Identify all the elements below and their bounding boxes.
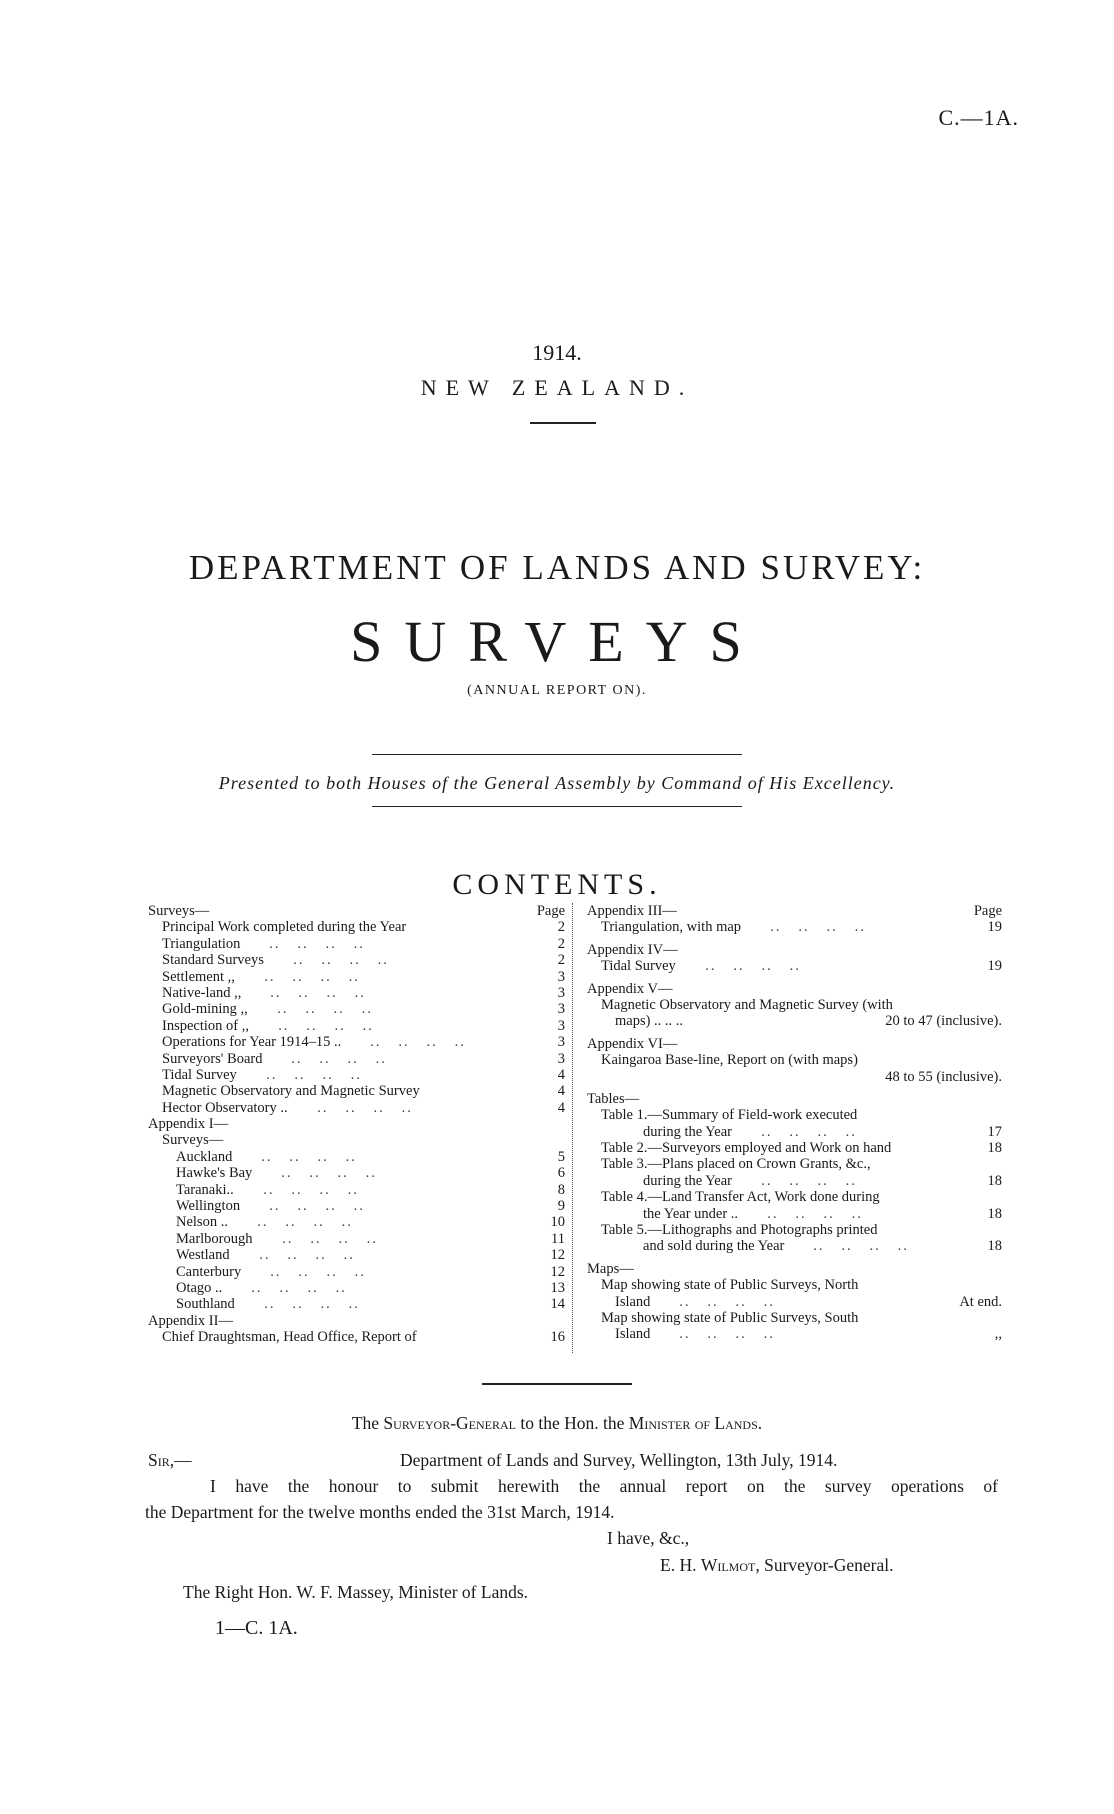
- contents-entry-label: Taranaki..: [176, 1181, 234, 1198]
- contents-leader-dots: .. .. .. ..: [756, 1205, 863, 1222]
- contents-entry-page: 12: [550, 1247, 565, 1264]
- contents-entry: [587, 1140, 1002, 1156]
- contents-entry-label: Island: [615, 1293, 651, 1310]
- contents-entry-page: 18: [987, 1140, 1002, 1157]
- signature-title: , Surveyor-General.: [755, 1555, 894, 1575]
- contents-entry-page: 4: [557, 1083, 565, 1100]
- contents-entry: [148, 1083, 565, 1099]
- contents-entry-page: 13: [550, 1279, 565, 1296]
- letter-signature: [660, 1555, 893, 1576]
- department-title: DEPARTMENT OF LANDS AND SURVEY:: [188, 548, 926, 587]
- contents-entry: [148, 1214, 565, 1230]
- contents-entry: [587, 1310, 1002, 1326]
- contents-entry: [587, 1326, 1002, 1342]
- contents-entry-page: 12: [550, 1263, 565, 1280]
- contents-leader-dots: .. .. .. ..: [252, 1181, 359, 1198]
- letter-recipient: Minister of Lands: [628, 1413, 758, 1433]
- contents-entry-label: Magnetic Observatory and Magnetic Survey (with: [601, 996, 893, 1013]
- contents-entry-label: Triangulation, with map: [601, 919, 742, 936]
- contents-entry-label: Table 3.—Plans placed on Crown Grants, &c.,: [601, 1156, 871, 1173]
- contents-entry: [148, 1051, 565, 1067]
- contents-entry-page: 18: [987, 1238, 1002, 1255]
- contents-leader-dots: .. .. .. ..: [258, 1198, 365, 1215]
- document-reference: C.—1A.: [938, 105, 1019, 130]
- contents-entry-label: Otago ..: [176, 1279, 223, 1296]
- contents-entry: [587, 1013, 1002, 1029]
- contents-leader-dots: .. .. .. ..: [359, 1034, 466, 1051]
- contents-entry-label: during the Year: [643, 1172, 733, 1189]
- contents-entry-page: 18: [987, 1172, 1002, 1189]
- contents-leader-dots: .. .. .. ..: [759, 919, 866, 936]
- contents-entry: [587, 1238, 1002, 1254]
- contents-entry-page: 9: [557, 1198, 565, 1215]
- contents-entry-label: Standard Surveys: [162, 952, 264, 969]
- contents-leader-dots: .. .. .. ..: [255, 1066, 362, 1083]
- letter-closing: I have, &c.,: [607, 1528, 690, 1548]
- contents-entry: [587, 1107, 1002, 1123]
- contents-leader-dots: .. .. .. ..: [240, 1279, 347, 1296]
- contents-entry-page: 2: [557, 935, 565, 952]
- contents-leader-dots: .. .. .. ..: [248, 1247, 355, 1264]
- contents-leader-dots: .. .. .. ..: [668, 1326, 775, 1343]
- contents-entry: [587, 981, 1002, 997]
- contents-entry-label: Surveys—: [148, 903, 210, 919]
- contents-entry-page: 5: [557, 1148, 565, 1165]
- contents-entry-label: during the Year: [643, 1123, 733, 1140]
- contents-entry-label: Hector Observatory ..: [162, 1099, 288, 1116]
- contents-entry-label: and sold during the Year: [643, 1238, 785, 1255]
- letter-sender: Surveyor-General: [383, 1413, 516, 1433]
- contents-entry-label: Map showing state of Public Surveys, South: [601, 1309, 859, 1326]
- contents-entry-label: Appendix III—: [587, 903, 677, 919]
- contents-entry: [148, 1198, 565, 1214]
- contents-entry: [148, 1329, 565, 1345]
- contents-entry-page: At end.: [959, 1293, 1002, 1310]
- contents-entry: [148, 1247, 565, 1263]
- contents-entry: [148, 1132, 565, 1148]
- letter-address: Department of Lands and Survey, Wellington, 13th July, 1914.: [400, 1450, 838, 1470]
- contents-leader-dots: .. .. .. ..: [253, 968, 360, 985]
- report-year: 1914.: [532, 340, 582, 365]
- contents-entry-label: Appendix II—: [148, 1312, 233, 1329]
- contents-entry-page: ,,: [994, 1326, 1002, 1343]
- contents-entry: [587, 1156, 1002, 1172]
- contents-entry: [587, 942, 1002, 958]
- contents-entry-label: Inspection of ,,: [162, 1017, 249, 1034]
- contents-entry: [587, 1261, 1002, 1277]
- contents-leader-dots: .. .. .. ..: [280, 1050, 387, 1067]
- contents-entry-page: 8: [557, 1181, 565, 1198]
- contents-entry: [148, 1264, 565, 1280]
- contents-right-column: [587, 903, 1002, 1343]
- contents-entry-label: Principal Work completed during the Year: [162, 919, 407, 936]
- contents-entry-page: 17: [987, 1123, 1002, 1140]
- contents-entry-page: 20 to 47 (inclusive).: [885, 1013, 1002, 1030]
- contents-entry-label: Southland: [176, 1296, 235, 1313]
- contents-entry: [148, 1034, 565, 1050]
- contents-leader-dots: .. .. .. ..: [668, 1293, 775, 1310]
- contents-entry-page: 3: [557, 1034, 565, 1051]
- contents-entry-page: 11: [551, 1230, 565, 1247]
- contents-entry-label: Marlborough: [176, 1230, 253, 1247]
- contents-entry-label: Island: [615, 1326, 651, 1343]
- contents-entry-label: Table 2.—Surveyors employed and Work on hand: [601, 1140, 892, 1157]
- contents-entry-label: Tidal Survey: [162, 1066, 237, 1083]
- contents-entry-page: 3: [557, 984, 565, 1001]
- contents-entry-label: Tables—: [587, 1090, 640, 1107]
- contents-leader-dots: .. .. .. ..: [266, 1001, 373, 1018]
- letter-divider: [482, 1383, 632, 1385]
- contents-entry-page: 10: [550, 1214, 565, 1231]
- contents-entry: [148, 1018, 565, 1034]
- contents-leader-dots: .. .. .. ..: [258, 935, 365, 952]
- contents-entry: [587, 1277, 1002, 1293]
- contents-leader-dots: .. .. .. ..: [259, 1263, 366, 1280]
- contents-entry-label: maps) .. .. ..: [615, 1013, 684, 1030]
- contents-entry-label: Magnetic Observatory and Magnetic Survey: [162, 1083, 420, 1100]
- contents-entry-label: Maps—: [587, 1260, 634, 1277]
- contents-entry-label: Appendix IV—: [587, 941, 678, 958]
- contents-entry-label: Hawke's Bay: [176, 1165, 253, 1182]
- contents-entry: [587, 958, 1002, 974]
- contents-entry-page: 48 to 55 (inclusive).: [885, 1068, 1002, 1085]
- letter-addressee: The Right Hon. W. F. Massey, Minister of Lands.: [183, 1582, 529, 1602]
- contents-entry: [148, 952, 565, 968]
- contents-entry-label: Native-land ,,: [162, 984, 242, 1001]
- contents-entry-page: 3: [557, 1017, 565, 1034]
- contents-entry: [587, 1173, 1002, 1189]
- contents-left-column: [148, 903, 565, 1346]
- contents-entry-label: Triangulation: [162, 935, 241, 952]
- contents-entry-page: 18: [987, 1205, 1002, 1222]
- contents-entry: [587, 1036, 1002, 1052]
- contents-entry-page: 3: [557, 1001, 565, 1018]
- letter-heading-mid: to the Hon. the: [516, 1413, 629, 1433]
- contents-entry-label: Table 5.—Lithographs and Photographs printed: [601, 1222, 878, 1239]
- contents-entry-label: the Year under ..: [643, 1205, 739, 1222]
- contents-entry: [148, 1001, 565, 1017]
- contents-entry-page: 3: [557, 968, 565, 985]
- footer-reference: 1—C. 1A.: [215, 1617, 298, 1639]
- contents-entry: [148, 1280, 565, 1296]
- contents-entry: [587, 1206, 1002, 1222]
- letter-body-line-1: I have the honour to submit herewith the annual report on the survey operations of: [210, 1476, 998, 1496]
- letter-body-line-2: the Department for the twelve months ended the 31st March, 1914.: [145, 1502, 615, 1522]
- contents-entry: [148, 1296, 565, 1312]
- contents-entry-label: Westland: [176, 1247, 230, 1264]
- contents-entry-label: Chief Draughtsman, Head Office, Report of: [162, 1329, 417, 1346]
- presented-top-rule: [372, 754, 742, 755]
- contents-entry: [148, 1182, 565, 1198]
- contents-leader-dots: .. .. .. ..: [802, 1238, 909, 1255]
- contents-entry-label: Tidal Survey: [601, 958, 676, 975]
- contents-column-divider: [572, 903, 574, 1353]
- contents-entry: [587, 1294, 1002, 1310]
- signature-name: Wilmot: [700, 1555, 756, 1575]
- contents-entry-page: 14: [550, 1296, 565, 1313]
- contents-entry-page: Page: [973, 903, 1002, 919]
- signature-initials: E. H.: [660, 1555, 701, 1575]
- contents-entry: [587, 1091, 1002, 1107]
- contents-heading: CONTENTS.: [452, 868, 662, 901]
- contents-entry-label: Operations for Year 1914–15 ..: [162, 1034, 342, 1051]
- contents-entry-label: Appendix V—: [587, 980, 673, 997]
- presented-line: Presented to both Houses of the General Assembly by Command of His Excellency.: [218, 773, 896, 793]
- contents-entry: [148, 969, 565, 985]
- contents-entry-label: Gold-mining ,,: [162, 1001, 248, 1018]
- letter-heading-pre: The: [351, 1413, 384, 1433]
- contents-leader-dots: .. .. .. ..: [282, 952, 389, 969]
- contents-entry-page: 16: [550, 1329, 565, 1346]
- contents-entry: [587, 903, 1002, 919]
- contents-leader-dots: .. .. .. ..: [259, 984, 366, 1001]
- letter-heading: The Surveyor-General to the Hon. the Minister of Lands.: [351, 1413, 763, 1433]
- contents-entry: [587, 997, 1002, 1013]
- contents-entry: [587, 1052, 1002, 1068]
- contents-entry-page: 2: [557, 952, 565, 969]
- contents-entry: [148, 903, 565, 919]
- contents-leader-dots: .. .. .. ..: [750, 1172, 857, 1189]
- contents-leader-dots: .. .. .. ..: [271, 1230, 378, 1247]
- contents-entry-label: Surveyors' Board: [162, 1050, 263, 1067]
- contents-leader-dots: .. .. .. ..: [306, 1099, 413, 1116]
- contents-entry-page: 19: [987, 958, 1002, 975]
- contents-entry-label: Table 1.—Summary of Field-work executed: [601, 1107, 858, 1124]
- contents-leader-dots: .. .. .. ..: [246, 1214, 353, 1231]
- contents-entry: [587, 919, 1002, 935]
- contents-entry-page: 3: [557, 1050, 565, 1067]
- contents-entry-label: Appendix I—: [148, 1116, 229, 1133]
- contents-entry-label: Table 4.—Land Transfer Act, Work done during: [601, 1189, 880, 1206]
- contents-entry: [148, 985, 565, 1001]
- contents-leader-dots: .. .. .. ..: [267, 1017, 374, 1034]
- contents-entry: [148, 1116, 565, 1132]
- contents-entry-page: 2: [557, 919, 565, 936]
- contents-entry-label: Surveys—: [162, 1132, 224, 1149]
- short-divider: [530, 422, 596, 424]
- contents-entry: [148, 1231, 565, 1247]
- contents-entry: [148, 1149, 565, 1165]
- contents-entry: [587, 1222, 1002, 1238]
- contents-entry-label: Canterbury: [176, 1263, 242, 1280]
- contents-entry: [587, 1069, 1002, 1085]
- contents-entry: [148, 1165, 565, 1181]
- contents-entry: [148, 1067, 565, 1083]
- contents-entry: [587, 1124, 1002, 1140]
- contents-entry-page: Page: [536, 903, 565, 919]
- country-name: NEW ZEALAND.: [420, 375, 694, 400]
- contents-leader-dots: .. .. .. ..: [270, 1165, 377, 1182]
- contents-leader-dots: .. .. .. ..: [253, 1296, 360, 1313]
- contents-entry: [148, 936, 565, 952]
- document-title: SURVEYS: [350, 609, 764, 674]
- contents-entry-label: Wellington: [176, 1198, 241, 1215]
- contents-entry-label: Appendix VI—: [587, 1035, 678, 1052]
- contents-entry-label: Settlement ,,: [162, 968, 235, 985]
- contents-entry-page: 6: [557, 1165, 565, 1182]
- contents-entry-label: Auckland: [176, 1148, 233, 1165]
- contents-entry: [148, 1100, 565, 1116]
- letter-salutation: Sir,—: [148, 1450, 192, 1470]
- contents-leader-dots: .. .. .. ..: [250, 1148, 357, 1165]
- contents-leader-dots: .. .. .. ..: [694, 958, 801, 975]
- contents-entry-page: 4: [557, 1099, 565, 1116]
- contents-entry-label: Nelson ..: [176, 1214, 228, 1231]
- contents-leader-dots: .. .. .. ..: [750, 1123, 857, 1140]
- contents-entry-label: Kaingaroa Base-line, Report on (with maps): [601, 1052, 858, 1069]
- document-subtitle: (ANNUAL REPORT ON).: [467, 683, 647, 698]
- contents-entry-page: 4: [557, 1066, 565, 1083]
- contents-entry-page: 19: [987, 919, 1002, 936]
- contents-entry: [148, 1313, 565, 1329]
- contents-entry-label: Map showing state of Public Surveys, North: [601, 1277, 859, 1294]
- contents-entry: [148, 919, 565, 935]
- presented-bottom-rule: [372, 806, 742, 807]
- contents-entry: [587, 1189, 1002, 1205]
